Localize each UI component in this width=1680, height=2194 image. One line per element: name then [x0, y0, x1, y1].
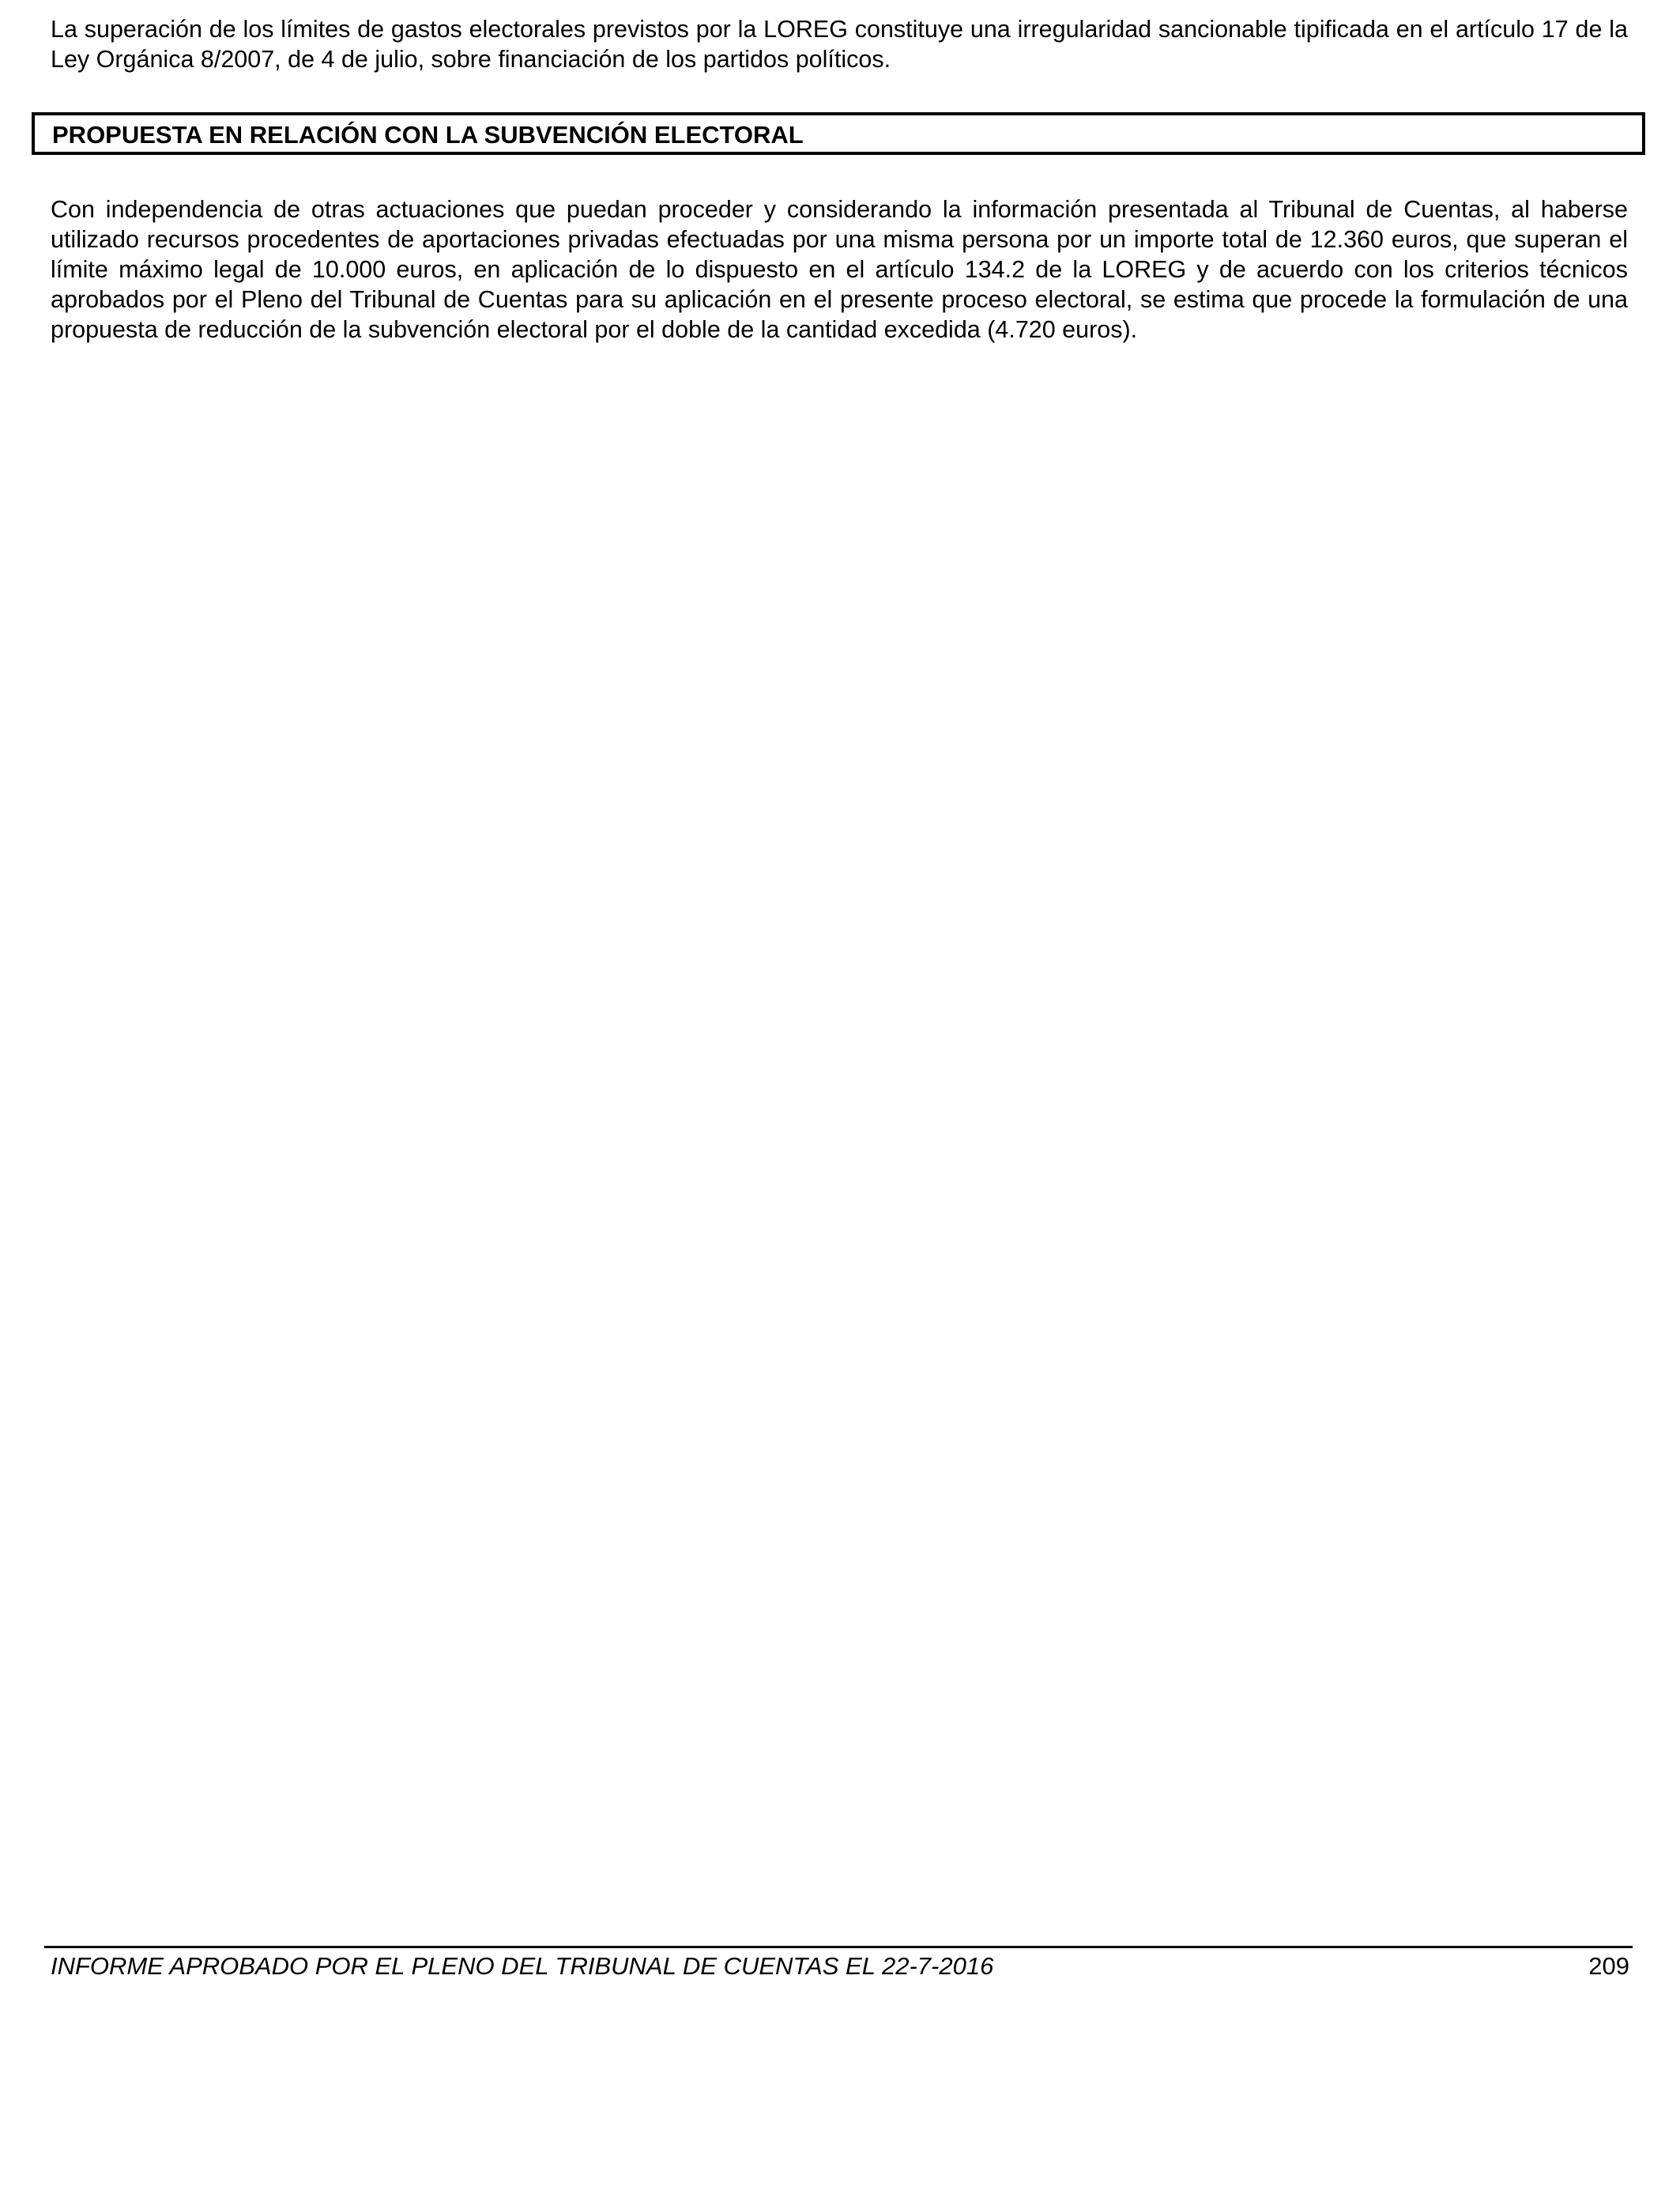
- footer-divider: [44, 1946, 1633, 1948]
- body-paragraph: Con independencia de otras actuaciones que puedan proceder y considerando la información presentada al Tribunal de Cuentas, al haberse utilizado recursos procedentes de aportaciones privadas efectuadas por una misma persona por un importe total de 12.360 euros, que superan el límite máximo legal de 10.000 euros, en aplicación de lo dispuesto en el artículo 134.2 de la LOREG y de acuerdo con los criterios técnicos aprobados por el Pleno del Tribunal de Cuentas para su aplicación en el presente proceso electoral, se estima que procede la formulación de una propuesta de reducción de la subvención electoral por el doble de la cantidad excedida (4.720 euros).: [51, 196, 1628, 343]
- section-heading: PROPUESTA EN RELACIÓN CON LA SUBVENCIÓN ELECTORAL: [52, 121, 804, 149]
- section-heading-box: [32, 112, 1645, 155]
- body-paragraph: La superación de los límites de gastos electorales previstos por la LOREG constituye una irregularidad sancionable tipificada en el artículo 17 de la Ley Orgánica 8/2007, de 4 de julio, sobre financiación de los partidos políticos.: [51, 16, 1628, 73]
- footer-text: INFORME APROBADO POR EL PLENO DEL TRIBUNAL DE CUENTAS EL 22-7-2016: [51, 1952, 994, 1980]
- page-number: 209: [1588, 1952, 1629, 1980]
